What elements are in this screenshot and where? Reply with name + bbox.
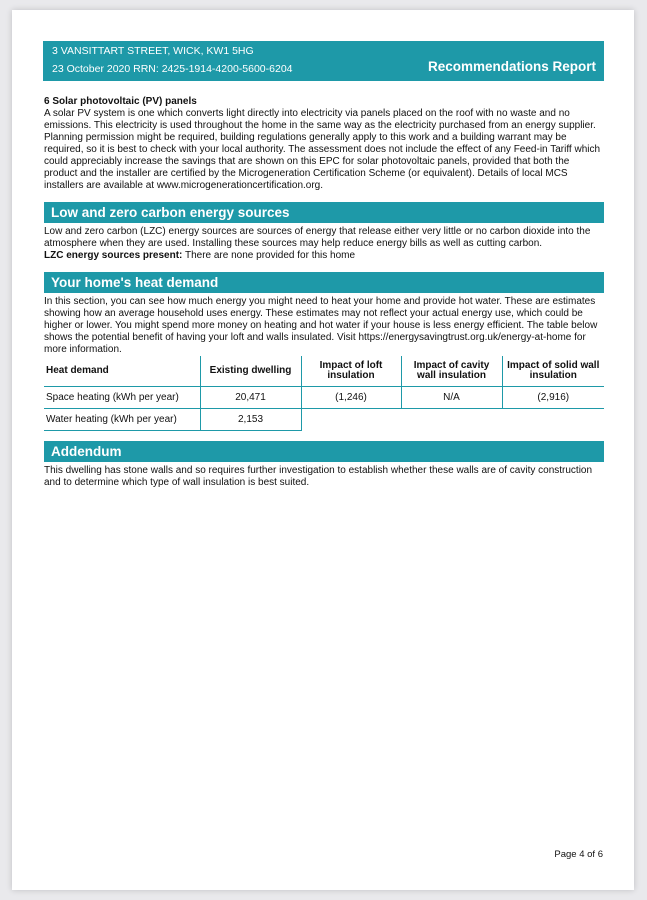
lzc-present-label: LZC energy sources present: [44,250,183,261]
lzc-heading: Low and zero carbon energy sources [44,202,604,223]
date-rrn: 23 October 2020 RRN: 2425-1914-4200-5600-6204 [52,63,293,75]
report-title: Recommendations Report [427,59,596,74]
report-header [43,41,604,81]
lzc-body: Low and zero carbon (LZC) energy sources are sources of energy that release either very little or no carbon dioxide into the atmosphere when they are used. Installing these sources may help reduce energy bills as well as cutting carbon. [44,226,591,249]
col-existing-dwelling: Existing dwelling [200,356,301,387]
addendum-heading: Addendum [44,441,604,462]
heat-body: In this section, you can see how much energy you might need to heat your home and provide hot water. These are estimates showing how an average household uses energy. These estimates may not reflect your actual energy use, which could be higher or lower. You might spend more money on heating and hot water if your house is less energy efficient. The table below shows the potential benefit of having your loft and walls insulated. Visit https://energysavingtrust.org.uk/energy-at-home for more information. [44,296,598,355]
addendum-body: This dwelling has stone walls and so requires further investigation to establish whether these walls are of cavity construction and to determine which type of wall insulation is best suited. [44,465,593,488]
col-loft-insulation: Impact of loft insulation [301,356,401,387]
col-cavity-insulation: Impact of cavity wall insulation [401,356,502,387]
col-solid-wall-insulation: Impact of solid wall insulation [502,356,604,387]
table-row [44,409,604,431]
space-heating-existing: 20,471 [200,387,301,409]
lzc-present-value: There are none provided for this home [182,250,356,261]
space-heating-loft: (1,246) [301,387,401,409]
property-address: 3 VANSITTART STREET, WICK, KW1 5HG [52,45,254,57]
page-number: Page 4 of 6 [554,849,603,860]
heat-heading: Your home's heat demand [44,272,604,293]
water-heating-label: Water heating (kWh per year) [44,409,200,431]
col-heat-demand: Heat demand [44,356,200,387]
solar-body: A solar PV system is one which converts light directly into electricity via panels placed on the roof with no waste and no emissions. This electricity is used throughout the home in the same way as the electricity purchased from an energy supplier. Planning permission might be required, building regulations generally apply to this work and a building warrant may be required, so it is best to check with your local authority. The assessment does not include the effect of any Feed-in Tariff which could appreciably increase the savings that are shown on this EPC for solar photovoltaic panels, provided that both the product and the installer are certified by the Microgeneration Certification Scheme (or equivalent). Details of local MCS installers are available at www.microgenerationcertification.org. [44,108,601,191]
report-content [44,96,604,489]
table-row [44,387,604,409]
lzc-present [44,250,604,262]
space-heating-label: Space heating (kWh per year) [44,387,200,409]
document-page [12,10,634,890]
solar-heading: 6 Solar photovoltaic (PV) panels [44,96,197,107]
table-header-row [44,356,604,387]
water-heating-existing: 2,153 [200,409,301,431]
space-heating-cavity: N/A [401,387,502,409]
space-heating-solid-wall: (2,916) [502,387,604,409]
heat-demand-table [44,356,604,431]
